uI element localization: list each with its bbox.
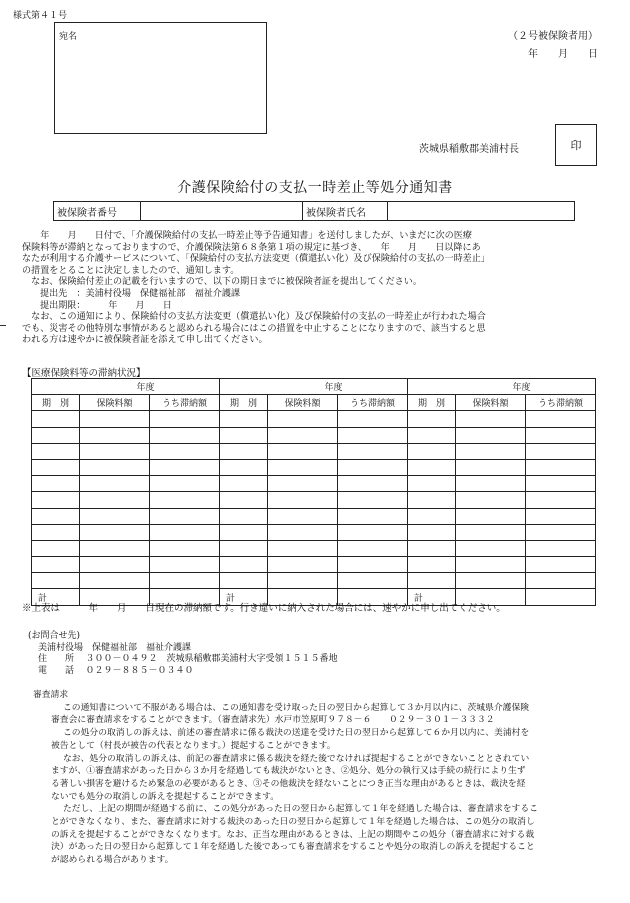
table-cell [338,427,408,443]
contact-office: 美浦村役場 保健福祉部 福祉介護課 [38,642,192,653]
table-cell [408,476,456,492]
table-cell [220,492,268,508]
appeal-heading: 審査請求 [33,690,69,700]
table-cell [268,443,338,459]
column-header-row [32,395,596,411]
arrears-section-title: 【医療保険料等の滞納状況】 [22,368,146,379]
appeal-section [33,689,611,867]
year-header: 年度 [220,379,408,395]
table-cell [408,540,456,556]
table-cell [32,443,80,459]
table-cell [80,508,150,524]
table-cell [526,524,596,540]
table-cell [150,573,220,589]
table-cell [268,540,338,556]
table-cell [32,540,80,556]
contact-address: ３００－０４９２ 茨城県稲敷郡美浦村大字受領１５１５番地 [85,654,338,664]
table-cell [338,508,408,524]
table-cell [338,557,408,573]
table-cell [526,476,596,492]
year-header: 年度 [408,379,596,395]
table-cell [408,492,456,508]
table-cell [456,427,526,443]
body-line: の措置をとることに決定しましたので、通知します。 [22,265,240,276]
table-cell [150,508,220,524]
issue-date: 年 月 日 [528,49,598,60]
table-cell [456,459,526,475]
table-cell [338,524,408,540]
total-label: 計 [408,589,456,605]
table-row [32,427,596,443]
table-cell [408,573,456,589]
table-cell [408,427,456,443]
appeal-line: の訴えを提起することができなくなります。なお、正当な理由があるときは、上記の期間やこの処分（審査請求に対する裁 [51,829,535,840]
table-row [32,459,596,475]
table-cell [150,540,220,556]
table-cell [526,589,596,605]
table-cell [220,476,268,492]
table-cell [408,508,456,524]
table-cell [150,492,220,508]
table-row [32,508,596,524]
column-header: うち滞納額 [150,395,220,411]
table-cell [80,427,150,443]
table-cell [338,476,408,492]
table-cell [150,476,220,492]
contact-phone-label: 電 話 [38,665,75,676]
appeal-line: 決）があった日の翌日から起算して１年を経過した後であっても審査請求をすることや処分の取消しの訴えを提起すること [51,842,535,853]
column-header: 保険料額 [80,395,150,411]
table-cell [338,573,408,589]
table-cell [32,492,80,508]
table-cell [220,427,268,443]
table-cell [456,476,526,492]
appeal-line: なお、処分の取消しの訴えは、前記の審査請求に係る裁決を経た後でなければ提起することができないこととされてい [63,753,530,764]
table-row [32,411,596,427]
table-cell [408,411,456,427]
column-header: 期 別 [32,395,80,411]
table-cell [80,476,150,492]
total-label: 計 [220,589,268,605]
table-cell [408,524,456,540]
table-cell [408,443,456,459]
total-label: 計 [32,589,80,605]
table-cell [268,427,338,443]
table-cell [32,524,80,540]
table-cell [456,508,526,524]
table-cell [220,540,268,556]
table-cell [526,459,596,475]
column-header: 保険料額 [268,395,338,411]
table-cell [338,540,408,556]
appeal-line: る著しい損害を避けるため緊急の必要があるとき、③その他裁決を経ないことにつき正当な理由があるときは、裁決を経 [51,778,526,789]
submission-deadline: 提出期限： 年 月 日 [40,300,172,311]
table-cell [32,476,80,492]
column-header: 保険料額 [456,395,526,411]
table-cell [80,492,150,508]
table-cell [338,459,408,475]
table-cell [32,573,80,589]
column-header: 期 別 [220,395,268,411]
table-cell [32,508,80,524]
table-cell [32,411,80,427]
table-cell [150,459,220,475]
table-cell [220,443,268,459]
body-line: なお、保険給付差止の記載を行いますので、以下の期日までに被保険者証を提出してください。 [22,277,422,288]
contact-heading: (お問合せ先) [28,631,81,641]
body-line: 保険料等が滞納となっておりますので、介護保険法第６８条第１項の規定に基づき、 年 月 日以降にあ [22,242,481,253]
appeal-line: ただし、上記の期間が経過する前に、この処分があった日の翌日から起算して１年を経過した場合は、審査請求をするこ [63,804,538,815]
appeal-line: とができなくなり、また、審査請求に対する裁決のあった日の翌日から起算して１年を経過した場合は、この処分の取消し [51,817,535,828]
table-cell [220,524,268,540]
table-cell [456,540,526,556]
table-cell [338,411,408,427]
table-cell [32,459,80,475]
body-line: なお、この通知により、保険給付の支払方法変更（償還払い化）及び保険給付の支払の一時差止が行われた場合 [22,312,486,323]
body-line: でも、災害その他特別な事情があると認められる場合にはこの措置を中止することになりますので、該当すると思 [22,323,486,334]
table-cell [150,443,220,459]
issuer-name: 茨城県稲敷郡美浦村長 [419,144,519,155]
table-cell [220,557,268,573]
table-cell [220,508,268,524]
table-cell [456,524,526,540]
table-row [32,573,596,589]
table-row [32,524,596,540]
table-cell [526,540,596,556]
table-cell [526,411,596,427]
table-cell [80,443,150,459]
insured-id-table [53,201,575,221]
contact-phone: ０２９－８８５－０３４０ [85,665,194,676]
form-number: 様式第４１号 [13,11,68,21]
appeal-line: 審査会に審査請求をすることができます。（審査請求先）水戸市笠原町９７８－６ ０２９－３０１－３３３２ [51,715,495,726]
table-row [32,443,596,459]
appeal-line: ないでも処分の取消しの訴えを提起することができます。 [51,791,280,802]
table-cell [526,427,596,443]
table-cell [32,427,80,443]
column-header: うち滞納額 [338,395,408,411]
seal-box [555,124,597,166]
insured-number-label: 被保険者番号 [54,202,141,221]
body-line: なたが利用する介護サービスについて、「保険給付の支払方法変更（償還払い化）及び保険給付の支払の一時差止」 [22,254,490,265]
table-cell [526,573,596,589]
table-row [32,492,596,508]
table-cell [338,492,408,508]
table-row [32,540,596,556]
table-cell [268,508,338,524]
table-cell [268,459,338,475]
contact-address-label: 住 所 [38,654,75,664]
table-cell [150,524,220,540]
table-cell [80,411,150,427]
body-line: われる方は速やかに被保険者証を添えて申し出てください。 [22,335,268,346]
table-cell [338,443,408,459]
insured-name-label: 被保険者氏名 [303,202,388,221]
appeal-line: この通知書について不服がある場合は、この通知書を受け取った日の翌日から起算して３か月以内に、茨城県介護保険 [63,702,530,713]
insured-type-label: （２号被保険者用） [508,31,598,42]
appeal-line: が認められる場合があります。 [51,855,174,866]
table-cell [526,492,596,508]
table-cell [220,459,268,475]
table-cell [526,508,596,524]
seal-label: 印 [570,139,582,152]
notice-body [22,231,608,347]
table-cell [526,443,596,459]
contact-block [28,631,337,677]
contact-phone-row [28,666,337,678]
insured-name-value [388,202,575,221]
table-row [32,476,596,492]
table-cell [456,492,526,508]
table-cell [80,557,150,573]
table-cell [80,573,150,589]
table-cell [408,459,456,475]
table-cell [80,459,150,475]
table-cell [32,557,80,573]
table-cell [456,557,526,573]
address-box [54,22,267,134]
contact-address-row [28,654,337,666]
year-header-row [32,379,596,395]
table-cell [150,557,220,573]
table-cell [408,557,456,573]
table-cell [220,573,268,589]
body-line: 年 月 日付で、「介護保険給付の支払一時差止等予告通知書」を送付しましたが、いまだに次の医療 [22,231,472,241]
table-cell [456,411,526,427]
submission-place: 提出先 ：美浦村役場 保健福祉部 福祉介護課 [40,288,241,299]
address-label: 宛名 [59,32,78,42]
table-cell [80,524,150,540]
table-cell [268,476,338,492]
margin-mark [0,325,6,326]
table-cell [456,443,526,459]
table-cell [456,573,526,589]
arrears-note: ※上表は 年 月 日現在の滞納額です。行き違いに納入された場合には、速やかに申し出てください。 [22,603,506,614]
document-title: 介護保険給付の支払一時差止等処分通知書 [177,180,453,196]
column-header: 期 別 [408,395,456,411]
table-cell [80,540,150,556]
table-cell [220,411,268,427]
table-cell [268,557,338,573]
table-cell [526,557,596,573]
table-cell [150,427,220,443]
table-row [32,557,596,573]
year-header: 年度 [32,379,220,395]
table-cell [268,411,338,427]
appeal-line: ますが、①審査請求があった日から３か月を経過しても裁決がないとき、②処分、処分の執行又は手続の続行により生ず [51,766,526,777]
table-cell [268,492,338,508]
column-header: うち滞納額 [526,395,596,411]
table-cell [268,524,338,540]
arrears-table [31,378,596,606]
insured-number-value [141,202,303,221]
table-cell [150,411,220,427]
appeal-line: この処分の取消しの訴えは、前述の審査請求に係る裁決の送達を受けた日の翌日から起算して６か月以内に、美浦村を [63,728,530,739]
appeal-line: 被告として（村長が被告の代表となります。）提起することができます。 [51,740,336,751]
table-cell [268,573,338,589]
